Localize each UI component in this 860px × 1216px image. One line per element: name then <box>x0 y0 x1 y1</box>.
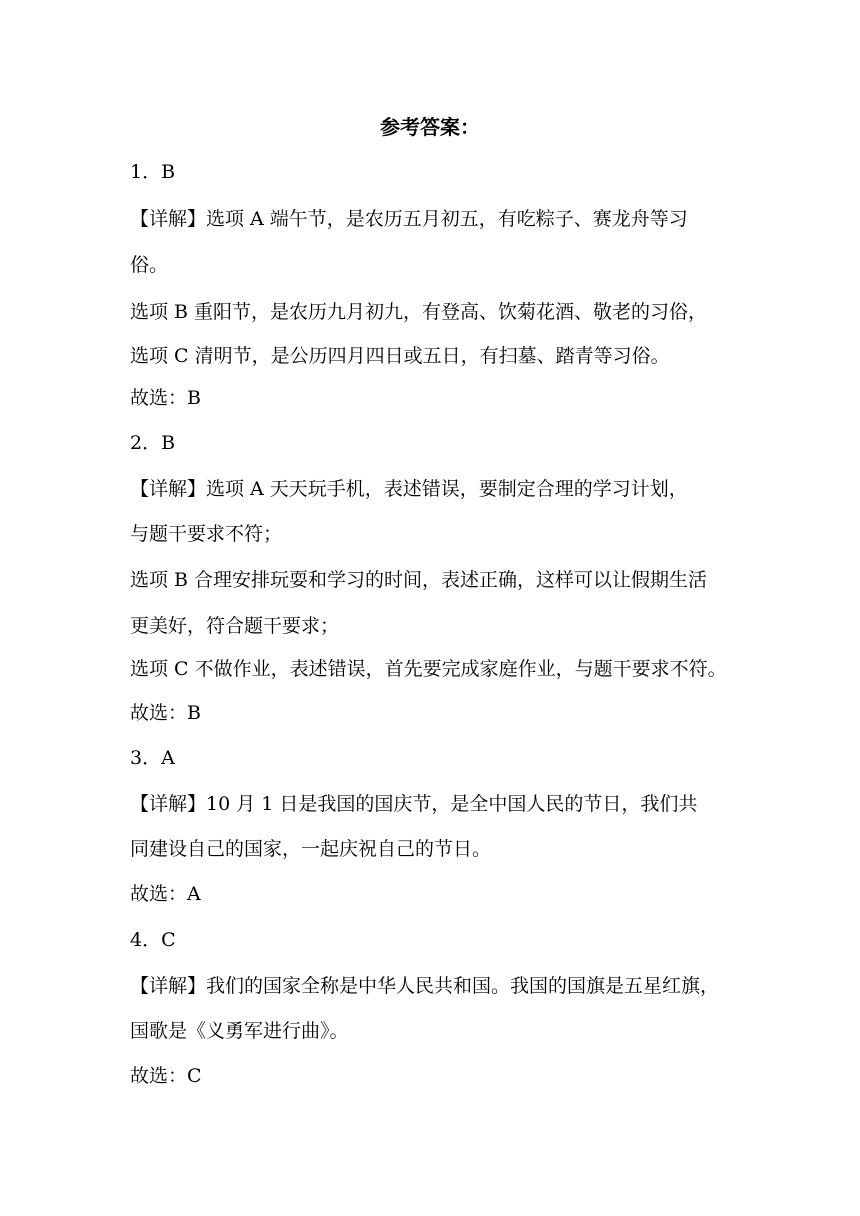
answer-2-explanation-line-2: 与题干要求不符； <box>130 523 283 545</box>
answer-1-explanation-line-2: 俗。 <box>130 254 169 276</box>
answer-3-explanation-line-2: 同建设自己的国家，一起庆祝自己的节日。 <box>130 838 492 860</box>
answer-3-conclusion: 故选：A <box>130 883 201 905</box>
answer-4-conclusion: 故选：C <box>130 1065 202 1087</box>
answer-2-explanation-line-5: 选项 C 不做作业，表述错误，首先要完成家庭作业，与题干要求不符。 <box>130 658 727 680</box>
answer-4-heading: 4．C <box>130 929 176 951</box>
answer-4-explanation-line-1: 【详解】我们的国家全称是中华人民共和国。我国的国旗是五星红旗， <box>130 975 720 997</box>
answer-2-conclusion: 故选：B <box>130 702 201 724</box>
answer-2-explanation-line-4: 更美好，符合题干要求； <box>130 615 340 637</box>
answer-2-explanation-line-1: 【详解】选项 A 天天玩手机，表述错误，要制定合理的学习计划， <box>130 478 688 500</box>
answer-4-explanation-line-2: 国歌是《义勇军进行曲》。 <box>130 1020 349 1042</box>
answer-1-conclusion: 故选：B <box>130 387 201 409</box>
answer-3-heading: 3．A <box>130 747 175 769</box>
answer-2-heading: 2．B <box>130 432 176 454</box>
answer-3-explanation-line-1: 【详解】10 月 1 日是我国的国庆节，是全中国人民的节日，我们共 <box>130 793 698 815</box>
answer-1-heading: 1．B <box>130 161 176 183</box>
answer-2-explanation-line-3: 选项 B 合理安排玩耍和学习的时间，表述正确，这样可以让假期生活 <box>130 569 708 591</box>
answer-key-title: 参考答案： <box>380 115 480 139</box>
answer-1-explanation-line-4: 选项 C 清明节，是公历四月四日或五日，有扫墓、踏青等习俗。 <box>130 345 670 367</box>
answer-1-explanation-line-3: 选项 B 重阳节，是农历九月初九，有登高、饮菊花酒、敬老的习俗， <box>130 301 708 323</box>
answer-1-explanation-line-1: 【详解】选项 A 端午节，是农历五月初五，有吃粽子、赛龙舟等习 <box>130 208 688 230</box>
